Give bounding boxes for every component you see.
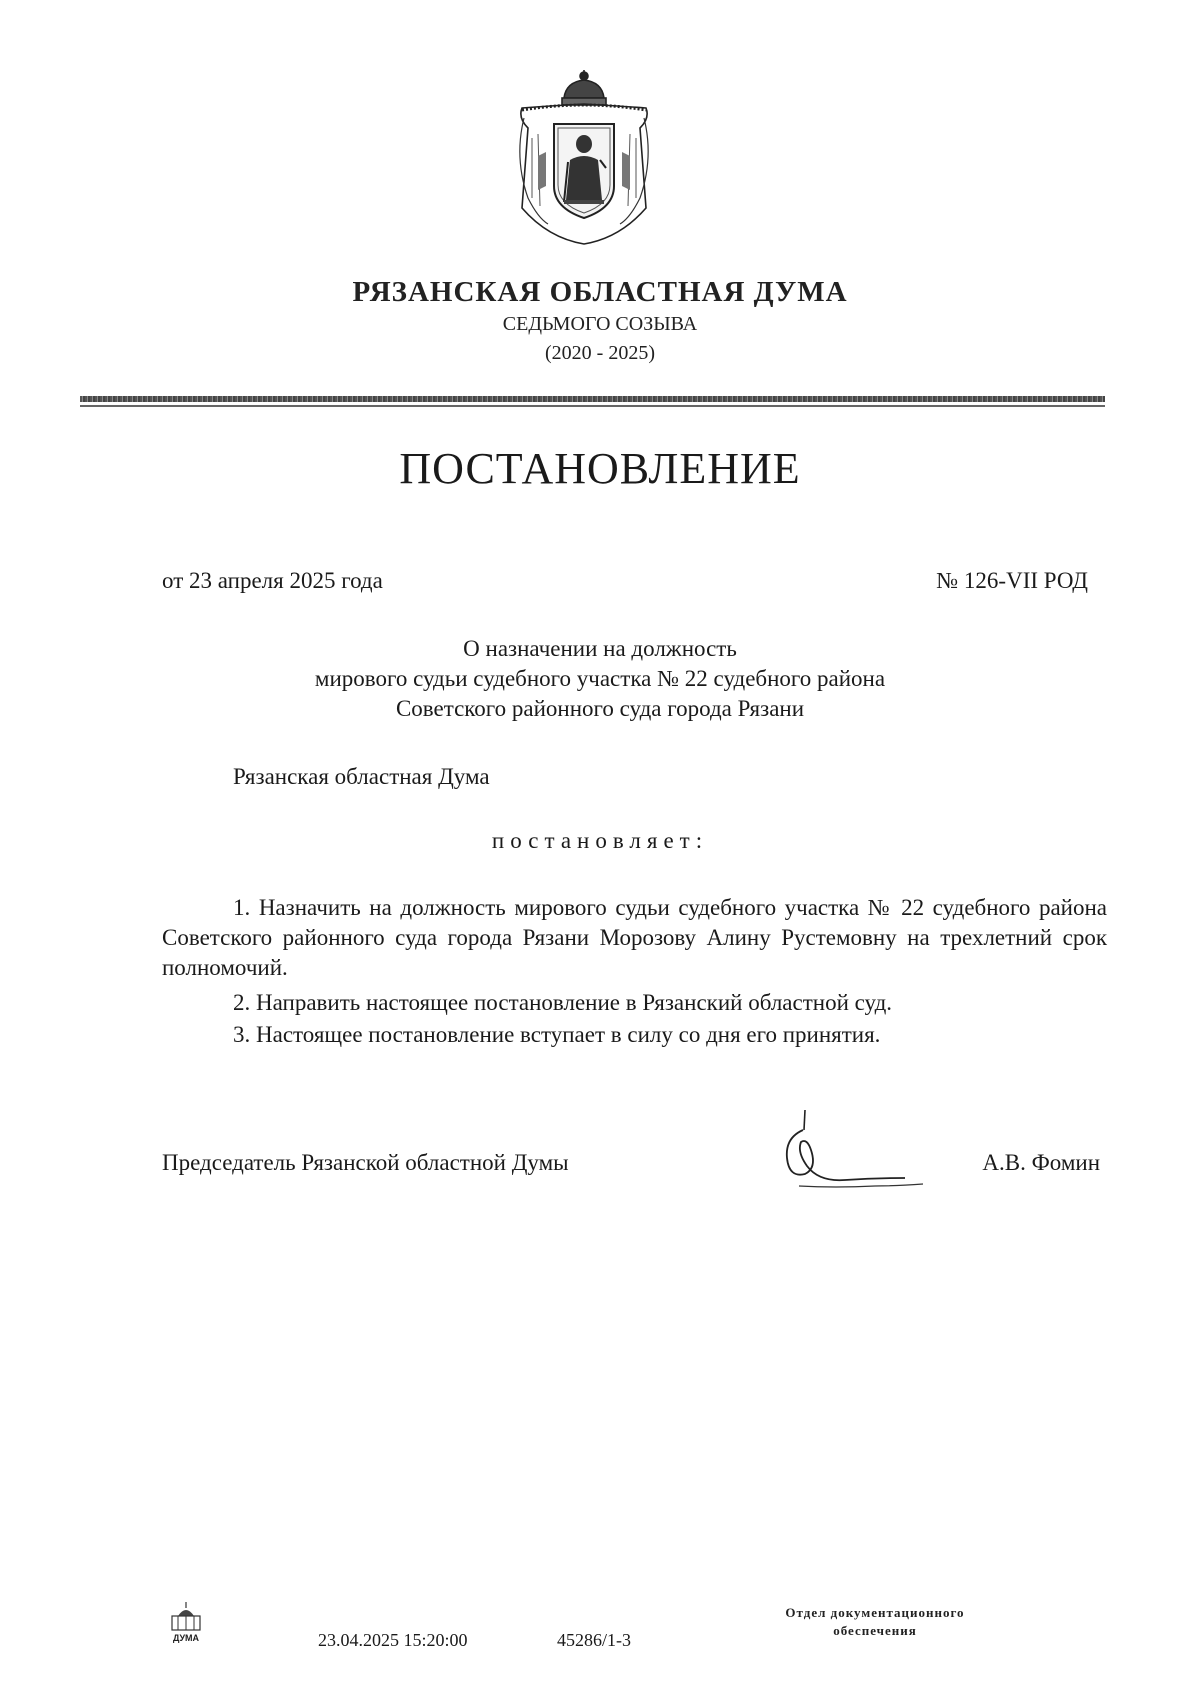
footer-dept-line: обеспечения (833, 1623, 917, 1638)
subject-line: мирового судьи судебного участка № 22 судебного района (314, 666, 886, 691)
signer-title: Председатель Рязанской областной Думы (162, 1150, 569, 1175)
preamble: Рязанская областная Дума (233, 764, 490, 789)
document-type: ПОСТАНОВЛЕНИЕ (399, 444, 801, 493)
subject-line: Советского районного суда города Рязани (395, 696, 805, 721)
duma-building-icon (168, 1600, 204, 1644)
convocation-label: СЕДЬМОГО СОЗЫВА (502, 313, 698, 335)
subject-line: О назначении на должность (463, 636, 737, 661)
header-divider-thin (80, 405, 1105, 407)
footer-timestamp: 23.04.2025 15:20:00 (318, 1630, 468, 1650)
handwritten-signature-icon (775, 1108, 935, 1203)
header-divider (80, 396, 1105, 402)
convocation-period: (2020 - 2025) (545, 342, 655, 364)
organization-name: РЯЗАНСКАЯ ОБЛАСТНАЯ ДУМА (352, 276, 848, 308)
document-number: № 126-VII РОД (936, 568, 1088, 593)
document-subject (0, 634, 1200, 724)
document-date: от 23 апреля 2025 года (162, 568, 383, 593)
paragraph-2: 2. Направить настоящее постановление в Рязанский областной суд. (233, 990, 893, 1015)
paragraph-1: 1. Назначить на должность мирового судьи судебного участка № 22 судебного района Советского районного суда города Рязани Морозову Алину Рустемовну на трехлетний срок полномочий. (162, 895, 1107, 980)
signer-name: А.В. Фомин (982, 1150, 1100, 1175)
footer-department-stamp (730, 1604, 1020, 1640)
coat-of-arms-icon (508, 68, 660, 246)
footer-registration-number: 45286/1-3 (557, 1630, 631, 1650)
footer-dept-line: Отдел документационного (785, 1605, 965, 1620)
footer-logo-text: ДУМА (172, 1633, 200, 1643)
paragraph-3: 3. Настоящее постановление вступает в силу со дня его принятия. (233, 1022, 881, 1047)
resolves-label: постановляет: (491, 828, 709, 853)
